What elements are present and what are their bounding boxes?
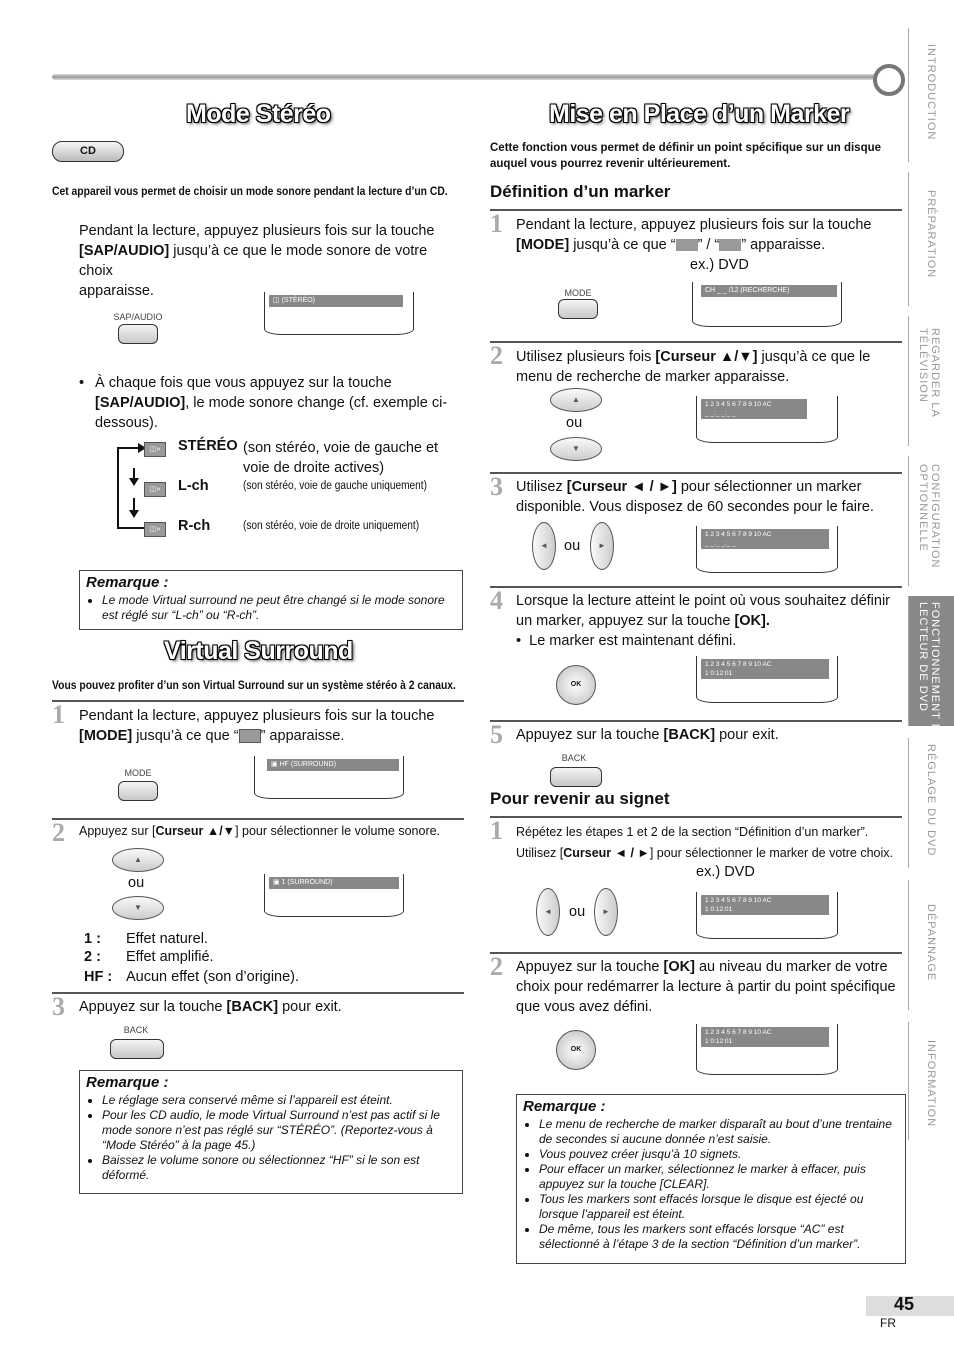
cursor-up-button[interactable]: ▲ [112, 848, 164, 872]
step-number: 2 [52, 818, 65, 847]
cursor-left-button[interactable]: ◄ [532, 522, 556, 570]
remark-box-marker [516, 1094, 906, 1264]
remark-title: Remarque : [86, 574, 169, 591]
effect-key: HF [84, 969, 104, 985]
osd-markers: 1 2 3 4 5 6 7 8 9 10 AC [705, 401, 772, 408]
page-number: 45 [894, 1294, 915, 1314]
step-number: 1 [490, 209, 503, 238]
osd-text: (STÉRÉO) [281, 297, 316, 304]
step-number: 2 [490, 952, 503, 981]
surround-icon: ▣ [271, 761, 280, 768]
text: ” apparaisse. [260, 728, 345, 744]
text: jusqu’à ce que “ [132, 728, 239, 744]
step-number: 1 [490, 816, 503, 845]
osd-stereo [269, 295, 403, 307]
osd-time: _ _:_ _:_ _ [705, 410, 736, 417]
text: Lorsque la lecture atteint le point où vous souhaitez définir un marker, appuyez sur la touche [516, 593, 891, 629]
sidebar-label: INTRODUCTION [925, 44, 937, 141]
marker-step2-text [516, 347, 906, 387]
vs-step3-text [79, 997, 342, 1017]
text: ] pour sélectionner le volume sonore. [235, 824, 441, 838]
cd-badge: CD [52, 141, 124, 162]
sidebar-tab-information[interactable] [908, 1022, 954, 1140]
text: À chaque fois que vous appuyez sur la touche [95, 375, 392, 391]
back-label: BACK [561, 753, 587, 763]
osd-marker-menu [701, 895, 829, 915]
marker-step3-text [516, 477, 906, 517]
osd-time: 1 0:12:01 [705, 1038, 733, 1045]
marker-step5-text [516, 725, 779, 745]
sidebar-tab-fonctionnement[interactable] [908, 596, 954, 742]
text: au niveau du marker de votre choix pour redémarrer la lecture à partir du point spécifique que vous avez défini. [516, 959, 896, 1015]
osd-time: _ _:_ _:_ _ [705, 540, 736, 547]
text: apparaisse. [79, 283, 154, 299]
example-dvd: ex.) DVD [696, 864, 755, 880]
cursor-left-button[interactable]: ◄ [536, 888, 560, 936]
tv-screen [264, 292, 414, 335]
step-number: 4 [490, 586, 503, 615]
remark-item: • Pour effacer un marker, sélectionnez le marker à effacer, puis appuyez sur la touche [CLEAR]. [539, 1162, 901, 1192]
mode-lch-name: L-ch [178, 478, 209, 494]
effects-list [84, 929, 384, 987]
stereo-bullet [79, 373, 459, 433]
example-dvd: ex.) DVD [690, 257, 749, 273]
sidebar-label: DÉPANNAGE [925, 904, 937, 982]
text: jusqu’à ce que “ [569, 237, 676, 253]
divider [52, 818, 464, 820]
sidebar-tab-introduction[interactable] [908, 28, 954, 162]
osd-recherche [701, 285, 837, 297]
remark-item: • Tous les markers sont effacés lorsque le disque est éjecté ou lorsque l’appareil est éteint. [539, 1192, 901, 1222]
step-number: 3 [52, 992, 65, 1021]
stereo-icon: ◫ [273, 297, 282, 304]
sidebar-tab-regarder[interactable] [908, 316, 954, 446]
tv-screen [696, 396, 838, 443]
bullet-dot: • [79, 375, 85, 391]
tv-screen [696, 656, 838, 703]
mode-stereo-paragraph [79, 221, 459, 301]
mode-label: MODE [564, 288, 592, 298]
sidebar-tab-configuration[interactable] [908, 456, 954, 586]
text: jusqu’à ce que le mode sonore de votre choix [79, 243, 428, 279]
osd-markers: 1 2 3 4 5 6 7 8 9 10 AC [705, 531, 772, 538]
sidebar-label: FONCTIONNEMENT DU LECTEUR DE DVD [917, 602, 941, 742]
sidebar-label: CONFIGURATION OPTIONNELLE [917, 464, 941, 569]
header-circle [873, 64, 905, 96]
remark-box-surround [79, 1070, 463, 1194]
chapter-icon [676, 239, 698, 251]
text-bold: [Curseur ▲/▼] [655, 349, 758, 365]
text: ] pour sélectionner le marker de votre choix. [649, 846, 893, 860]
sidebar-tab-depannage[interactable] [908, 880, 954, 1010]
remark-item: • Le mode Virtual surround ne peut être changé si le mode sonore est réglé sur “L-ch” ou “R-ch”. [102, 593, 462, 623]
divider [490, 816, 902, 818]
tv-screen [254, 756, 404, 799]
text: Le marker est maintenant défini. [529, 633, 737, 649]
cursor-right-button[interactable]: ► [590, 522, 614, 570]
sidebar-label: INFORMATION [925, 1040, 937, 1128]
effect-row: 1 : Effet naturel. [84, 931, 208, 947]
text: Appuyez sur [ [79, 824, 156, 838]
virtual-surround-intro: Vous pouvez profiter d’un son Virtual Surround sur un système stéréo à 2 canaux. [52, 680, 456, 692]
remark-item: • De même, tous les markers sont effacés lorsque “AC” est sélectionné à l’étape 3 de la section “Définition d’un marker”. [539, 1222, 901, 1252]
osd-markers: 1 2 3 4 5 6 7 8 9 10 AC [705, 661, 772, 668]
remark-item: • Baissez le volume sonore ou sélectionnez “HF” si le son est déformé. [102, 1153, 462, 1183]
remark-item: • Le réglage sera conservé même si l’appareil est éteint. [102, 1093, 462, 1108]
return-heading: Pour revenir au signet [490, 789, 670, 808]
text-bold: [OK] [663, 959, 695, 975]
surround-icon: ▣ [273, 879, 282, 886]
text-bold: [BACK] [226, 999, 279, 1015]
text: Utilisez [ [516, 846, 564, 860]
return-step2-text [516, 957, 901, 1017]
effect-key: 2 [84, 949, 93, 965]
text: , le mode sonore change (cf. exemple ci- [185, 395, 448, 411]
divider [490, 586, 902, 588]
text: voie de droite actives) [243, 460, 385, 476]
text-bold: [SAP/AUDIO] [95, 395, 186, 411]
osd-time: 1 0:12:01 [705, 906, 733, 913]
marker-step4-text [516, 591, 906, 651]
osd-markers: 1 2 3 4 5 6 7 8 9 10 AC [705, 1029, 772, 1036]
osd-time: 1 0:12:01 [705, 670, 733, 677]
text: ” / “ [697, 237, 720, 253]
sidebar-label: REGARDER LA TÉLÉVISION [917, 328, 941, 418]
ok-button[interactable]: OK [556, 665, 596, 705]
remark-item: • Vous pouvez créer jusqu’à 10 signets. [539, 1147, 901, 1162]
text-bold: [MODE] [79, 728, 133, 744]
text: Pendant la lecture, appuyez plusieurs fois sur la touche [79, 708, 435, 724]
remark-item: • Le menu de recherche de marker disparaît au bout d’une trentaine de secondes si aucune donnée n’est saisie. [539, 1117, 901, 1147]
marker-step1-text [516, 215, 906, 255]
mode-rch-name: R-ch [178, 518, 211, 534]
text: pour exit. [715, 727, 779, 743]
text: Appuyez sur la touche [516, 727, 664, 743]
back-label: BACK [123, 1025, 149, 1035]
remark-title: Remarque : [523, 1098, 606, 1115]
ou-label: ou [564, 538, 581, 554]
osd-marker-menu [701, 529, 829, 549]
vs-step1-text [79, 706, 464, 746]
remark-box-stereo [79, 570, 463, 630]
text-bold: [OK]. [734, 613, 770, 629]
text: Utilisez plusieurs fois [516, 349, 656, 365]
cursor-right-button[interactable]: ► [594, 888, 618, 936]
osd-text: HF (SURROUND) [279, 761, 336, 768]
sidebar-label: RÉGLAGE DU DVD [925, 744, 937, 857]
text: Pendant la lecture, appuyez plusieurs fois sur la touche [79, 223, 435, 239]
bullet-dot: • [516, 633, 530, 649]
text: dessous). [95, 415, 158, 431]
divider [490, 209, 902, 211]
marker-title: Mise en Place d’un Marker [549, 100, 850, 128]
cursor-down-button[interactable]: ▼ [112, 896, 164, 920]
text: jusqu’à ce que le menu de recherche de marker apparaisse. [516, 349, 871, 385]
stereo-icon: ◫» [144, 442, 166, 457]
cursor-up-button[interactable]: ▲ [550, 388, 602, 412]
effect-text: Effet amplifié. [126, 949, 214, 965]
mode-stereo-intro: Cet appareil vous permet de choisir un mode sonore pendant la lecture d’un CD. [52, 186, 448, 198]
sidebar-tab-preparation[interactable] [908, 172, 954, 306]
mode-rch-desc: (son stéréo, voie de droite uniquement) [243, 520, 420, 532]
osd-text: _ _ /12 (RECHERCHE) [717, 287, 790, 294]
page-lang: FR [880, 1316, 896, 1330]
osd-text: 1 (SURROUND) [281, 879, 333, 886]
divider [490, 472, 902, 474]
divider [52, 700, 464, 702]
definition-heading: Définition d’un marker [490, 182, 671, 201]
ok-button[interactable]: OK [556, 1030, 596, 1070]
text: (son stéréo, voie de gauche et [243, 440, 439, 456]
osd-markers: 1 2 3 4 5 6 7 8 9 10 AC [705, 897, 772, 904]
effect-text: Effet naturel. [126, 931, 208, 947]
mode-stereo-desc [243, 438, 463, 478]
text-bold: [SAP/AUDIO] [79, 243, 170, 259]
divider [52, 992, 464, 994]
mode-label: MODE [124, 768, 152, 778]
text-bold: [BACK] [663, 727, 716, 743]
rch-icon: ◫» [144, 522, 166, 537]
sidebar-tab-reglage[interactable] [908, 738, 954, 868]
surround-icon [239, 729, 261, 743]
text: Utilisez [516, 479, 567, 495]
effect-key: 1 [84, 931, 93, 947]
mode-button[interactable] [118, 781, 158, 801]
step-number: 2 [490, 341, 503, 370]
return-step1-text [516, 822, 901, 864]
tv-screen [692, 282, 842, 327]
marker-intro: Cette fonction vous permet de définir un point spécifique sur un disque auquel vous pourrez revenir ultérieurement. [490, 142, 882, 170]
tv-screen [696, 526, 838, 573]
lch-icon: ◫» [144, 482, 166, 497]
ou-label: ou [566, 415, 583, 431]
step-number: 5 [490, 720, 503, 749]
virtual-surround-title: Virtual Surround [164, 637, 353, 665]
text-bold: Curseur ▲/▼ [155, 824, 236, 838]
sap-audio-button[interactable] [118, 324, 158, 344]
tv-screen [696, 1024, 838, 1075]
mode-lch-desc: (son stéréo, voie de gauche uniquement) [243, 480, 427, 492]
vs-step2-text [79, 824, 440, 838]
text: pour exit. [278, 999, 342, 1015]
text: Appuyez sur la touche [79, 999, 227, 1015]
sap-audio-label: SAP/AUDIO [113, 312, 163, 322]
osd-marker-menu [701, 1027, 829, 1047]
text: Pendant la lecture, appuyez plusieurs fois sur la touche [516, 217, 872, 233]
text-bold: [Curseur ◄ / ►] [566, 479, 677, 495]
osd-surround-1 [269, 877, 399, 889]
osd-marker-menu [701, 659, 829, 679]
header-rule [52, 74, 882, 80]
effect-row: 2 : Effet amplifié. [84, 949, 214, 965]
cursor-down-button[interactable]: ▼ [550, 437, 602, 461]
text: ” apparaisse. [741, 237, 826, 253]
title-icon [719, 239, 741, 251]
mode-button[interactable] [558, 299, 598, 319]
step-number: 3 [490, 472, 503, 501]
sidebar-label: PRÉPARATION [925, 190, 937, 279]
tv-screen [696, 892, 838, 939]
remark-item: • Pour les CD audio, le mode Virtual Surround n’est pas actif si le mode sonore n’est pas réglé sur “STÉRÉO”. (Reportez-vous à “Mode Stéréo” à la page 45.) [102, 1108, 462, 1153]
ou-label: ou [569, 904, 586, 920]
chapter-icon: CH [705, 287, 718, 294]
mode-stereo-title: Mode Stéréo [186, 100, 331, 128]
divider [490, 341, 902, 343]
back-button[interactable] [550, 767, 602, 787]
osd-marker-menu [701, 399, 807, 419]
text: Appuyez sur la touche [516, 959, 664, 975]
divider [490, 720, 902, 722]
back-button[interactable] [110, 1039, 164, 1059]
effect-row: HF : Aucun effet (son d’origine). [84, 969, 300, 985]
text-bold: Curseur ◄ / ► [563, 846, 650, 860]
step-number: 1 [52, 700, 65, 729]
divider [490, 952, 902, 954]
text: pour sélectionner un marker disponible. Vous disposez de 60 secondes pour le faire. [516, 479, 874, 515]
tv-screen [264, 874, 404, 917]
text: Répétez les étapes 1 et 2 de la section “Définition d’un marker”. [516, 825, 869, 839]
effect-text: Aucun effet (son d’origine). [126, 969, 300, 985]
osd-surround-hf [267, 759, 399, 771]
text-bold: [MODE] [516, 237, 570, 253]
remark-title: Remarque : [86, 1074, 169, 1091]
ou-label: ou [128, 875, 145, 891]
mode-stereo-name: STÉRÉO [178, 438, 238, 454]
